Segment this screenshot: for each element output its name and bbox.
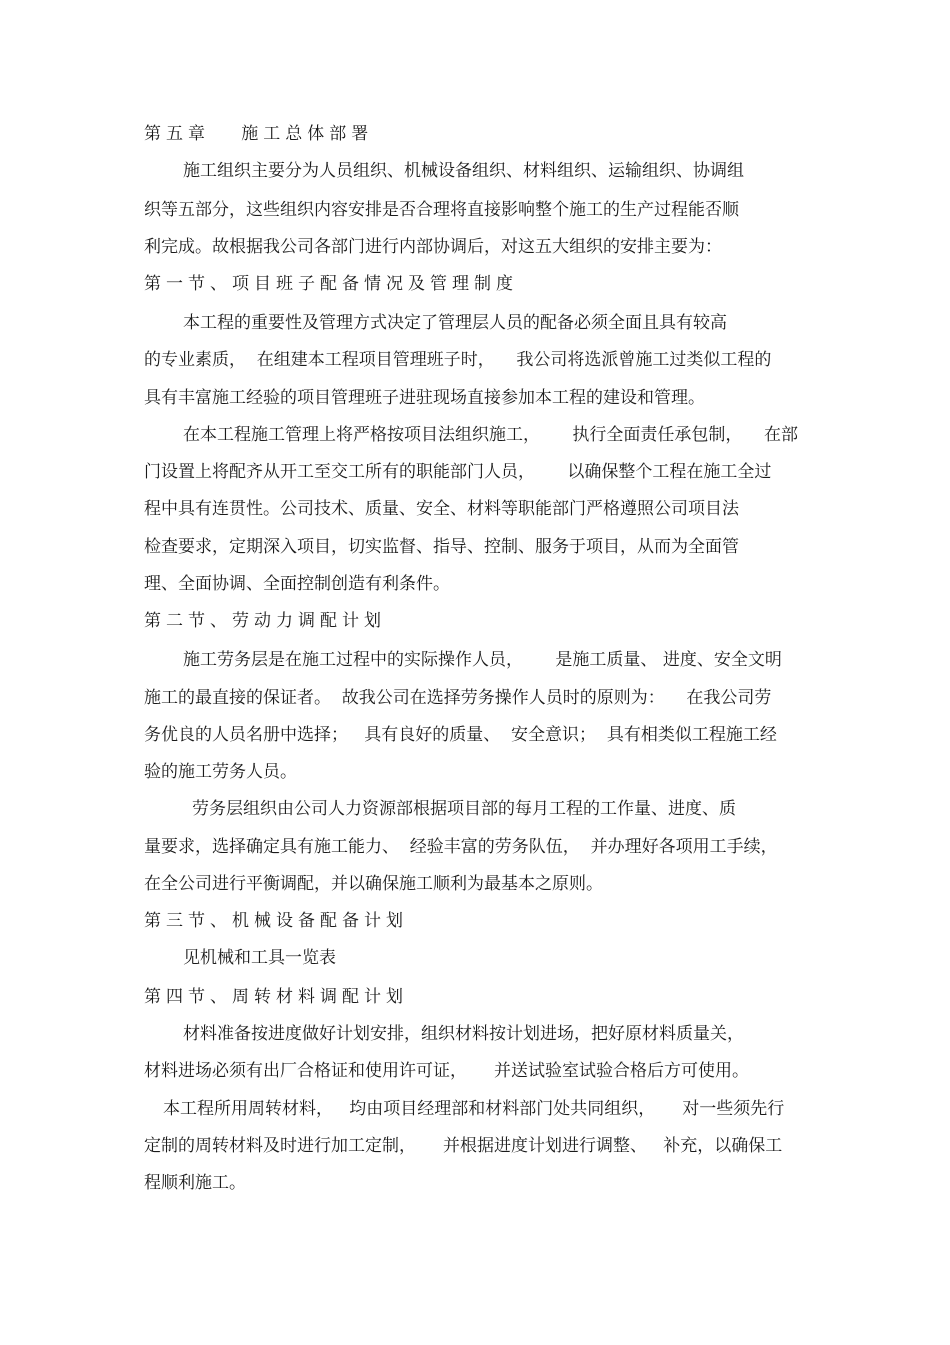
chapter-title: 第五章 施工总体部署 [144,124,374,144]
section2-para2-line-2: 量要求，选择确定具有施工能力、 经验丰富的劳务队伍， 并办理好各项用工手续， [144,837,778,857]
section1-para2-line-1: 在本工程施工管理上将严格按项目法组织施工， 执行全面责任承包制， 在部 [183,425,799,445]
section4-para2-line-1: 本工程所用周转材料， 均由项目经理部和材料部门处共同组织， 对一些须先行 [163,1099,785,1119]
section3-heading: 第三节、机械设备配备计划 [144,911,408,931]
section2-para1-line-4: 验的施工劳务人员。 [144,762,297,782]
section2-para1-line-2: 施工的最直接的保证者。 故我公司在选择劳务操作人员时的原则为： 在我公司劳 [144,688,772,708]
section3-para1-line-1: 见机械和工具一览表 [183,948,336,968]
section1-para2-line-4: 检查要求，定期深入项目，切实监督、指导、控制、服务于项目，从而为全面管 [144,537,739,557]
section1-para1-line-1: 本工程的重要性及管理方式决定了管理层人员的配备必须全面且具有较高 [183,313,727,333]
intro-line-2: 织等五部分，这些组织内容安排是否合理将直接影响整个施工的生产过程能否顺 [144,200,739,220]
section1-para2-line-3: 程中具有连贯性。公司技术、质量、安全、材料等职能部门严格遵照公司项目法 [144,499,739,519]
section2-para1-line-3: 务优良的人员名册中选择； 具有良好的质量、 安全意识； 具有相类似工程施工经 [144,725,777,745]
section4-para1-line-2: 材料进场必须有出厂合格证和使用许可证， 并送试验室试验合格后方可使用。 [144,1061,750,1081]
intro-line-1: 施工组织主要分为人员组织、机械设备组织、材料组织、运输组织、协调组 [183,161,744,181]
section4-para1-line-1: 材料准备按进度做好计划安排，组织材料按计划进场，把好原材料质量关， [183,1024,744,1044]
section4-para2-line-2: 定制的周转材料及时进行加工定制， 并根据进度计划进行调整、 补充，以确保工 [144,1136,783,1156]
section2-para2-line-1: 劳务层组织由公司人力资源部根据项目部的每月工程的工作量、进度、质 [192,799,736,819]
section1-para1-line-2: 的专业素质， 在组建本工程项目管理班子时， 我公司将选派曾施工过类似工程的 [144,350,772,370]
section4-para2-line-3: 程顺利施工。 [144,1173,246,1193]
section1-para2-line-2: 门设置上将配齐从开工至交工所有的职能部门人员， 以确保整个工程在施工全过 [144,462,772,482]
section2-para2-line-3: 在全公司进行平衡调配，并以确保施工顺利为最基本之原则。 [144,874,603,894]
section2-heading: 第二节、劳动力调配计划 [144,611,386,631]
section1-para1-line-3: 具有丰富施工经验的项目管理班子进驻现场直接参加本工程的建设和管理。 [144,388,705,408]
section1-heading: 第一节、项目班子配备情况及管理制度 [144,274,518,294]
section4-heading: 第四节、周转材料调配计划 [144,987,408,1007]
intro-line-3: 利完成。故根据我公司各部门进行内部协调后，对这五大组织的安排主要为： [144,237,722,257]
section1-para2-line-5: 理、全面协调、全面控制创造有利条件。 [144,574,450,594]
section2-para1-line-1: 施工劳务层是在施工过程中的实际操作人员， 是施工质量、 进度、安全文明 [183,650,782,670]
